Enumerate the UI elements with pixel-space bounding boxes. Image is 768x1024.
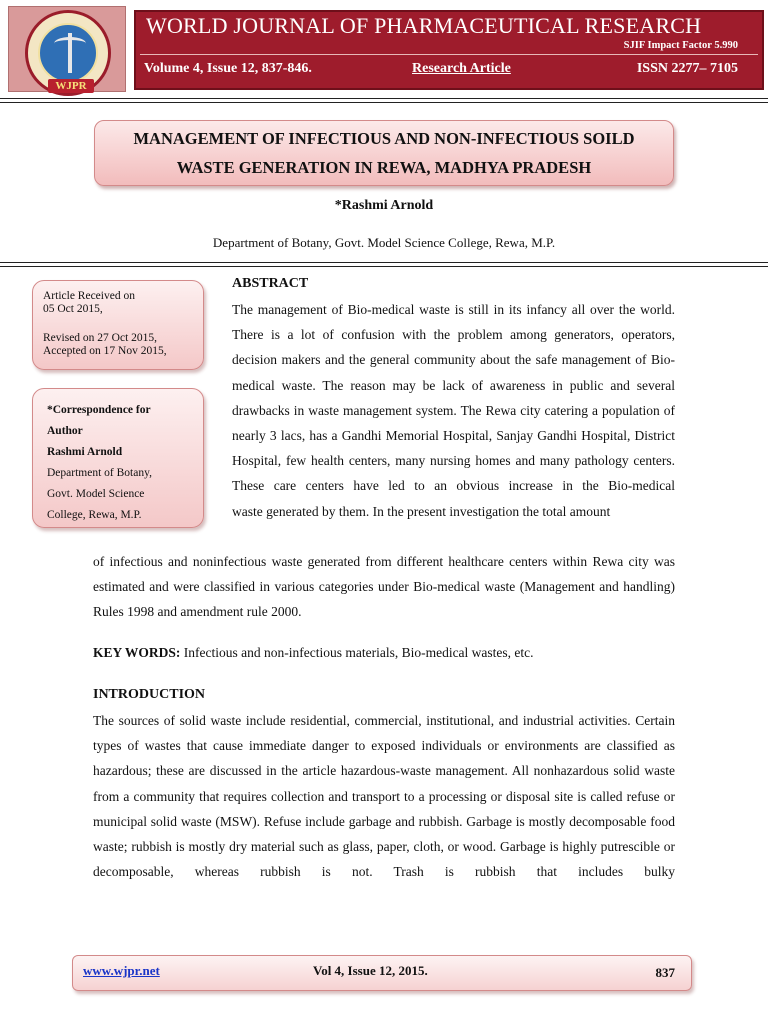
article-type: Research Article — [412, 61, 511, 76]
keywords — [93, 645, 534, 661]
impact-factor: SJIF Impact Factor 5.990 — [623, 40, 738, 51]
article-title — [94, 120, 674, 186]
title-line-2: WASTE GENERATION IN REWA, MADHYA PRADESH — [176, 158, 592, 177]
journal-header — [134, 10, 764, 90]
accepted-date: Accepted on 17 Nov 2015, — [43, 345, 167, 357]
received-date: 05 Oct 2015, — [43, 303, 103, 315]
keywords-label: KEY WORDS: — [93, 645, 181, 660]
author-affiliation: Department of Botany, Govt. Model Science College, Rewa, M.P. — [212, 235, 556, 250]
correspondence-dept: Department of Botany, — [47, 467, 152, 479]
abstract-heading: ABSTRACT — [232, 276, 309, 291]
abstract-body-continued: of infectious and noninfectious waste generated from different healthcare centers within Rewa city was estimated and were classified in various categories under Bio-medical waste (Management and handling) Rules 1998 and amendment rule 2000. — [93, 554, 675, 620]
volume-info: Volume 4, Issue 12, 837-846. — [144, 61, 312, 76]
header-rule-top — [0, 98, 768, 99]
correspondence-college: Govt. Model Science — [47, 488, 145, 500]
correspondence-name: Rashmi Arnold — [47, 446, 123, 458]
header-rule-bottom — [0, 102, 768, 103]
caduceus-icon — [38, 23, 98, 83]
correspondence-label: *Correspondence for — [47, 404, 151, 416]
journal-website-link[interactable]: www.wjpr.net — [83, 963, 160, 978]
article-dates-box — [32, 280, 204, 370]
title-line-1: MANAGEMENT OF INFECTIOUS AND NON-INFECTIOUS SOILD — [133, 129, 635, 148]
footer-volume: Vol 4, Issue 12, 2015. — [313, 963, 428, 978]
logo-banner: WJPR — [48, 79, 94, 93]
correspondence-box — [32, 388, 204, 528]
correspondence-label-author: Author — [47, 425, 83, 437]
received-label: Article Received on — [43, 290, 135, 302]
section-rule-top — [0, 262, 768, 263]
page-number: 837 — [655, 965, 675, 980]
journal-title: WORLD JOURNAL OF PHARMACEUTICAL RESEARCH — [146, 13, 702, 38]
abstract-body: The management of Bio-medical waste is still in its infancy all over the world. There is a lot of confusion with the problem among generators, operators, decision makers and the general community about the safe management of Bio-medical waste. The reason may be lack of awareness in public and several drawbacks in waste management system. The Rewa city catering a population of nearly 3 lacs, has a Gandhi Memorial Hospital, Sanjay Gandhi Hospital, District Hospital, few health centers, many nursing homes and many pathology centers. These care centers have led to an obvious increase in the Bio-medical — [232, 302, 675, 494]
revised-date: Revised on 27 Oct 2015, — [43, 332, 158, 344]
issn: ISSN 2277– 7105 — [636, 61, 738, 76]
introduction-body: The sources of solid waste include residential, commercial, institutional, and industrial activities. Certain types of wastes that cause immediate danger to exposed individuals or environments are classified as hazardous; these are discussed in the article hazardous-waste management. All nonhazardous solid waste from a community that requires collection and transport to a processing or disposal site is called refuse or municipal solid waste (MSW). Refuse include garbage and rubbish. Garbage is mostly decomposable food waste; rubbish is mostly dry material such as glass, paper, cloth, or wood. Garbage is highly putrescible or decomposable, whereas rubbish is not. Trash is rubbish that includes bulky — [93, 713, 675, 880]
abstract-body-last-line: waste generated by them. In the present investigation the total amount — [232, 504, 611, 519]
correspondence-city: College, Rewa, M.P. — [47, 509, 142, 521]
author-name: *Rashmi Arnold — [334, 198, 434, 213]
logo-emblem — [25, 10, 111, 96]
section-rule-bottom — [0, 266, 768, 267]
page-footer — [72, 955, 692, 991]
journal-logo — [8, 6, 126, 92]
header-divider — [140, 54, 758, 55]
keywords-text: Infectious and non-infectious materials, Bio-medical wastes, etc. — [180, 645, 534, 660]
introduction-heading: INTRODUCTION — [93, 687, 206, 702]
